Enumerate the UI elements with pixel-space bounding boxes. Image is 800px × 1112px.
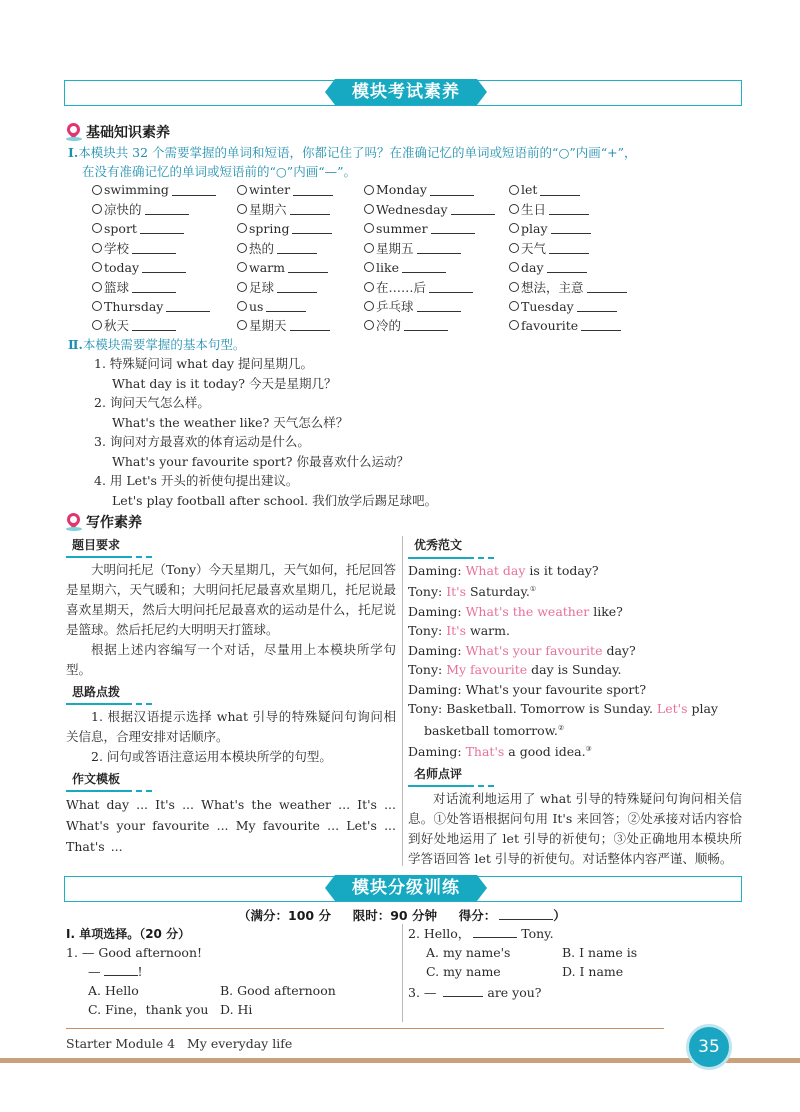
vocab-item: 学校 xyxy=(92,238,237,257)
mark-circle[interactable] xyxy=(237,204,247,214)
answer-blank[interactable] xyxy=(549,203,589,215)
question-1: 1. — Good afternoon! xyxy=(66,945,203,960)
vocab-item: 星期六 xyxy=(237,199,364,218)
part1-instruction: Ⅰ.本模块共 32 个需要掌握的单词和短语，你都记住了吗？在准确记忆的单词或短语前的“○”内画“+”， 在没有准确记忆的单词或短语前的“○”内画“—”。 xyxy=(68,145,637,179)
sentence-patterns xyxy=(94,354,437,510)
answer-blank[interactable] xyxy=(473,926,517,938)
answer-blank[interactable] xyxy=(166,300,210,312)
mark-circle[interactable] xyxy=(364,262,374,272)
answer-blank[interactable] xyxy=(581,319,621,331)
vocab-item: 乒乓球 xyxy=(364,296,509,315)
answer-blank[interactable] xyxy=(266,300,306,312)
sample-line: Daming: What's your favourite sport? xyxy=(408,681,647,697)
vocab-item: 冷的 xyxy=(364,316,509,335)
vocab-item: winter xyxy=(237,180,364,199)
template-tag: 作文模板 xyxy=(66,769,126,790)
vocab-item: Thursday xyxy=(92,296,237,315)
section-banner-exam xyxy=(64,80,742,106)
vocab-grid xyxy=(92,180,652,335)
vocab-item: 天气 xyxy=(509,238,649,257)
footer-module-title: Starter Module 4 My everyday life xyxy=(66,1036,293,1051)
question-1-answer: — ! xyxy=(88,964,143,979)
answer-blank[interactable] xyxy=(288,261,328,273)
answer-blank[interactable] xyxy=(132,242,176,254)
sentence-pattern-head: 4. 用 Let's 开头的祈使句提出建议。 xyxy=(94,473,299,488)
location-pin-icon xyxy=(66,513,82,531)
score-line: （满分：100 分 限时：90 分钟 得分： ） xyxy=(238,908,566,923)
mark-circle[interactable] xyxy=(92,204,102,214)
basic-knowledge-header xyxy=(66,122,170,142)
mark-circle[interactable] xyxy=(237,243,247,253)
mark-circle[interactable] xyxy=(509,204,519,214)
vocab-item: 足球 xyxy=(237,277,364,296)
answer-blank[interactable] xyxy=(104,964,138,976)
answer-blank[interactable] xyxy=(551,222,591,234)
answer-blank[interactable] xyxy=(277,242,317,254)
answer-blank[interactable] xyxy=(145,203,189,215)
mark-circle[interactable] xyxy=(364,301,374,311)
mark-circle[interactable] xyxy=(509,282,519,292)
mark-circle[interactable] xyxy=(364,185,374,195)
vocab-item: summer xyxy=(364,219,509,238)
vocab-item: spring xyxy=(237,219,364,238)
sample-line-last: Daming: That's a good idea.③ xyxy=(408,744,592,760)
mark-circle[interactable] xyxy=(237,301,247,311)
mark-circle[interactable] xyxy=(92,320,102,330)
q2-option-d[interactable]: D. I name xyxy=(562,964,624,979)
mark-circle[interactable] xyxy=(92,243,102,253)
sample-line: Tony: It's Saturday.① xyxy=(408,584,537,600)
vocab-item: 热的 xyxy=(237,238,364,257)
task-tag: 题目要求 xyxy=(66,535,126,556)
vocab-item: 秋天 xyxy=(92,316,237,335)
sample-line: Daming: What's your favourite day? xyxy=(408,642,636,658)
answer-blank[interactable] xyxy=(547,261,587,273)
sample-line: Tony: It's warm. xyxy=(408,623,510,639)
answer-blank[interactable] xyxy=(540,184,580,196)
location-pin-icon xyxy=(66,123,82,141)
q2-option-a[interactable]: A. my name's xyxy=(426,945,511,960)
sample-line-tony-long-2: basketball tomorrow.② xyxy=(424,722,565,738)
answer-blank[interactable] xyxy=(430,184,474,196)
mark-circle[interactable] xyxy=(92,282,102,292)
answer-blank[interactable] xyxy=(402,261,446,273)
hint-tag: 思路点拨 xyxy=(66,682,126,703)
answer-blank[interactable] xyxy=(132,319,176,331)
exercise-part-title: Ⅰ. 单项选择。（20 分） xyxy=(66,927,191,941)
sentence-pattern-example: Let's play football after school. 我们放学后踢足球吧。 xyxy=(112,492,438,508)
answer-blank[interactable] xyxy=(549,242,589,254)
answer-blank[interactable] xyxy=(417,242,461,254)
comment-tag: 名师点评 xyxy=(408,765,468,786)
q1-option-d[interactable]: D. Hi xyxy=(220,1002,253,1017)
sentence-pattern-example: What day is it today? 今天是星期几？ xyxy=(112,375,337,391)
task-paragraph: 大明问托尼（Tony）今天星期几，天气如何，托尼回答是星期六，天气暖和；大明问托尼最喜欢星期几，托尼说最喜欢星期天，然后大明问托尼最喜欢的运动是什么，托尼说是篮球。然后托尼约大明明天打篮球。 xyxy=(66,562,397,637)
q1-option-a[interactable]: A. Hello xyxy=(88,983,139,998)
vocab-item: us xyxy=(237,296,364,315)
mark-circle[interactable] xyxy=(364,243,374,253)
sentence-pattern-example: What's your favourite sport? 你最喜欢什么运动？ xyxy=(112,453,409,469)
section-banner-training xyxy=(64,876,742,902)
answer-blank[interactable] xyxy=(293,184,333,196)
answer-blank[interactable] xyxy=(429,281,473,293)
answer-blank[interactable] xyxy=(290,203,330,215)
sample-dialogue xyxy=(408,561,742,700)
vocab-item: day xyxy=(509,258,649,277)
q1-option-b[interactable]: B. Good afternoon xyxy=(220,983,336,998)
sample-line: Daming: What's the weather like? xyxy=(408,603,623,619)
writing-header xyxy=(66,512,142,532)
mark-circle[interactable] xyxy=(237,223,247,233)
hint-2: 2. 问句或答语注意运用本模块所学的句型。 xyxy=(91,749,332,764)
comment-text: 对话流利地运用了 what 引导的特殊疑问句询问相关信息。①处答语根据问句用 It's 来回答；②处承接对话内容恰到好处地运用了 let 引导的祈使句；③处正确地用本模块所学答语回答 let 引导的祈使句。对话整体内容严谨、顺畅。 xyxy=(408,791,742,867)
answer-blank[interactable] xyxy=(142,261,186,273)
writing-left-column xyxy=(66,535,396,857)
hint-1: 1. 根据汉语提示选择 what 引导的特殊疑问句询问相关信息，合理安排对话顺序。 xyxy=(66,709,396,744)
mark-circle[interactable] xyxy=(364,223,374,233)
vocab-item: swimming xyxy=(92,180,237,199)
mark-circle[interactable] xyxy=(92,185,102,195)
mark-circle[interactable] xyxy=(237,262,247,272)
vocab-item: sport xyxy=(92,219,237,238)
vocab-item: Wednesday xyxy=(364,199,509,218)
mark-circle[interactable] xyxy=(237,185,247,195)
part2-heading: Ⅱ.本模块需要掌握的基本句型。 xyxy=(68,337,246,352)
mark-circle[interactable] xyxy=(509,320,519,330)
template-text: What day ... It's ... What's the weather ... It's ... What's your favourite ... My favourite ... Let's ... That's ... xyxy=(66,797,396,854)
sample-line: Daming: What day is it today? xyxy=(408,562,599,578)
q2-option-c[interactable]: C. my name xyxy=(426,964,501,979)
vocab-item: like xyxy=(364,258,509,277)
answer-blank[interactable] xyxy=(172,184,216,196)
answer-blank[interactable] xyxy=(577,300,617,312)
vocab-item: 凉快的 xyxy=(92,199,237,218)
mark-circle[interactable] xyxy=(92,301,102,311)
exercise-divider xyxy=(402,924,403,1022)
column-divider xyxy=(402,536,403,866)
q1-option-c[interactable]: C. Fine，thank you xyxy=(88,1002,209,1017)
answer-blank[interactable] xyxy=(451,203,495,215)
mark-circle[interactable] xyxy=(509,301,519,311)
mark-circle[interactable] xyxy=(364,204,374,214)
question-3: 3. — are you? xyxy=(408,985,542,1000)
vocab-item: 生日 xyxy=(509,199,649,218)
sentence-pattern-head: 3. 询问对方最喜欢的体育运动是什么。 xyxy=(94,434,310,449)
mark-circle[interactable] xyxy=(364,320,374,330)
vocab-item: play xyxy=(509,219,649,238)
vocab-item: 星期天 xyxy=(237,316,364,335)
sample-line: Tony: My favourite day is Sunday. xyxy=(408,662,622,678)
answer-blank[interactable] xyxy=(443,985,483,997)
mark-circle[interactable] xyxy=(509,262,519,272)
mark-circle[interactable] xyxy=(237,320,247,330)
footer-rule xyxy=(66,1028,664,1029)
mark-circle[interactable] xyxy=(92,223,102,233)
mark-circle[interactable] xyxy=(509,223,519,233)
mark-circle[interactable] xyxy=(364,282,374,292)
vocab-item: 星期五 xyxy=(364,238,509,257)
mark-circle[interactable] xyxy=(509,243,519,253)
sample-line-tony-long: Tony: Basketball. Tomorrow is Sunday. Let's play xyxy=(408,701,718,717)
answer-blank[interactable] xyxy=(277,281,317,293)
sample-tag: 优秀范文 xyxy=(408,536,468,557)
vocab-item: 想法，主意 xyxy=(509,277,649,296)
vocab-item: 在……后 xyxy=(364,277,509,296)
task-paragraph-2: 根据上述内容编写一个对话，尽量用上本模块所学句型。 xyxy=(66,642,396,677)
writing-title: 写作素养 xyxy=(86,515,142,531)
sentence-pattern-example: What's the weather like? 天气怎么样？ xyxy=(112,414,349,430)
banner-title-bottom: 模块分级训练 xyxy=(335,875,477,901)
sentence-pattern-head: 2. 询问天气怎么样。 xyxy=(94,395,210,410)
vocab-item: 篮球 xyxy=(92,277,237,296)
vocab-item: let xyxy=(509,180,649,199)
vocab-item: Tuesday xyxy=(509,296,649,315)
page-number: 35 xyxy=(686,1024,732,1070)
answer-blank[interactable] xyxy=(290,319,330,331)
vocab-item: today xyxy=(92,258,237,277)
answer-blank[interactable] xyxy=(292,222,332,234)
answer-blank[interactable] xyxy=(404,319,448,331)
mark-circle[interactable] xyxy=(509,185,519,195)
vocab-item: Monday xyxy=(364,180,509,199)
mark-circle[interactable] xyxy=(237,282,247,292)
answer-blank[interactable] xyxy=(132,281,176,293)
answer-blank[interactable] xyxy=(587,281,627,293)
q2-option-b[interactable]: B. I name is xyxy=(562,945,638,960)
answer-blank[interactable] xyxy=(417,300,461,312)
vocab-item: warm xyxy=(237,258,364,277)
writing-right-column xyxy=(408,535,742,869)
sentence-pattern-head: 1. 特殊疑问词 what day 提问星期几。 xyxy=(94,356,314,371)
question-2: 2. Hello， Tony. xyxy=(408,926,554,941)
answer-blank[interactable] xyxy=(431,222,475,234)
mark-circle[interactable] xyxy=(92,262,102,272)
score-blank[interactable] xyxy=(499,908,553,920)
vocab-item: favourite xyxy=(509,316,649,335)
banner-title: 模块考试素养 xyxy=(335,79,477,105)
footer-bar xyxy=(0,1058,800,1063)
answer-blank[interactable] xyxy=(140,222,184,234)
basic-knowledge-title: 基础知识素养 xyxy=(86,125,170,141)
